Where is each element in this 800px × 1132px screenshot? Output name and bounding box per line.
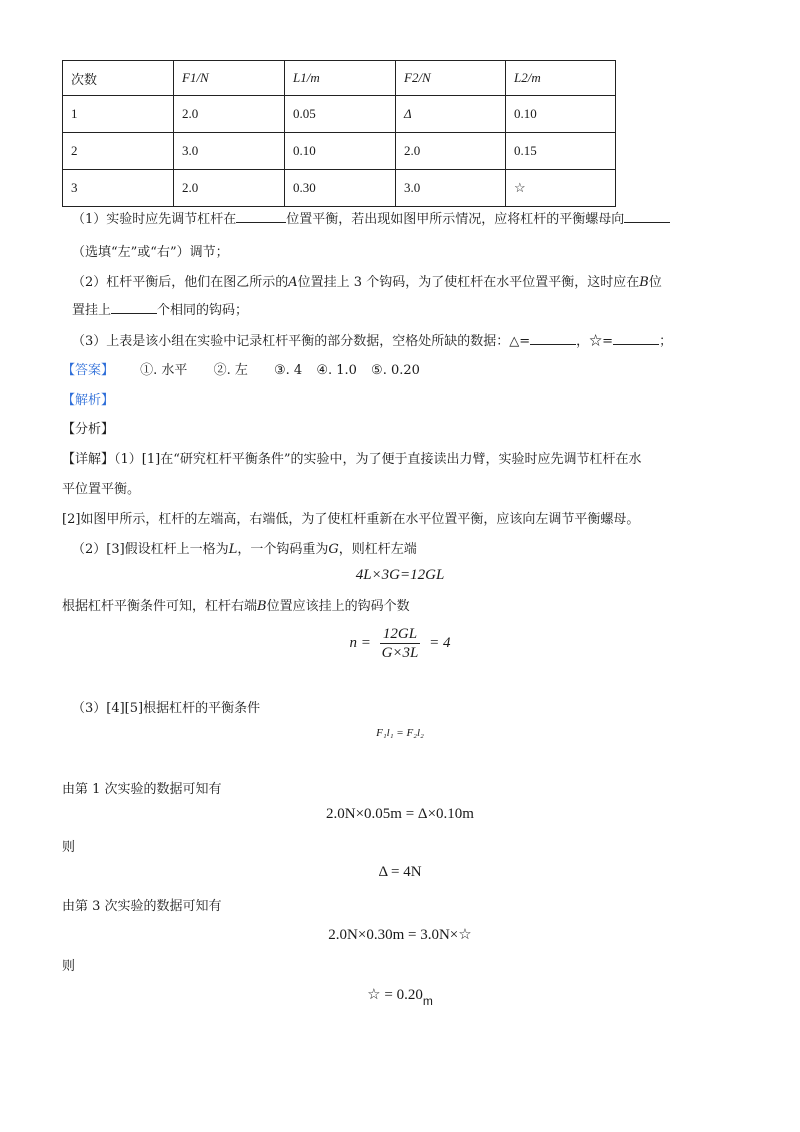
equation-7 [0, 985, 800, 1008]
q1-text-b: 位置平衡，若出现如图甲所示情况，应将杠杆的平衡螺母向 [286, 212, 625, 227]
point-b-label: B [639, 275, 649, 290]
q2-text-a: （2）杠杆平衡后，他们在图乙所示的 [72, 275, 289, 290]
table-cell: 3.0 [174, 133, 285, 170]
table-cell: Δ [396, 96, 506, 133]
table-cell: ☆ [506, 170, 616, 207]
answer-item: ④. 1.0 [316, 363, 357, 378]
table-row [63, 133, 616, 170]
table-header-row [63, 61, 616, 96]
point-a-label: A [288, 275, 298, 290]
eq7-unit: m [422, 994, 433, 1008]
table-cell: 2.0 [174, 170, 285, 207]
answer-item: ③. 4 [273, 363, 303, 378]
answer-item: ⑤. 0.20 [371, 363, 420, 378]
answer-tag: 【答案】 [62, 363, 115, 378]
question-1-line-1 [72, 211, 670, 229]
q3-text-b: ，☆= [576, 334, 614, 349]
var-g: G [328, 542, 339, 557]
table-row [63, 170, 616, 207]
detail-line-4 [72, 541, 417, 559]
jiexi-heading: 【解析】 [62, 393, 115, 408]
table-cell: 0.05 [285, 96, 396, 133]
point-b-label: B [257, 599, 267, 614]
question-1-line-2: （选填“左”或“右”）调节； [72, 245, 229, 260]
q2-text-b: 位置挂上 3 个钩码，为了使杠杆在水平位置平衡，这时应在 [297, 275, 640, 290]
detail-line-5 [62, 598, 410, 616]
detail-line-6: （3）[4][5]根据杠杆的平衡条件 [72, 701, 261, 716]
detail-line-2: 平位置平衡。 [62, 482, 141, 497]
table-cell: 0.10 [285, 133, 396, 170]
table-header-cell: 次数 [63, 61, 174, 96]
question-2-line-2 [72, 302, 248, 320]
table-cell: 0.10 [506, 96, 616, 133]
var-l: L [228, 542, 238, 557]
answer-blank [530, 344, 576, 345]
q2-text-d: 置挂上 [72, 303, 112, 318]
equation-6: 2.0N×0.30m = 3.0N×☆ [328, 927, 472, 943]
eq2-numerator: 12GL [380, 625, 420, 644]
table-cell: 1 [63, 96, 174, 133]
equation-1: 4L×3G=12GL [355, 567, 445, 583]
fenxi-heading: 【分析】 [62, 422, 115, 437]
equation-3: F₁l₁ = F₂l₂ [376, 727, 424, 739]
question-3-line [72, 333, 672, 351]
answer-item: ①. 水平 [140, 363, 188, 378]
table-header-cell: F1/N [174, 61, 285, 96]
detail-line-10: 则 [62, 959, 76, 974]
table-cell: 2 [63, 133, 174, 170]
table-header-cell: L1/m [285, 61, 396, 96]
detail-line-8: 则 [62, 840, 76, 855]
answer-blank [111, 313, 157, 314]
question-2-line-1 [72, 274, 662, 292]
answer-blank [236, 222, 286, 223]
detail-text: 根据杠杆平衡条件可知，杠杆右端 [62, 599, 258, 614]
q2-text-c: 位 [648, 275, 662, 290]
detail-text: ，一个钩码重为 [237, 542, 329, 557]
detail-text: （2）[3]假设杠杆上一格为 [72, 542, 229, 557]
table-row [63, 96, 616, 133]
detail-text: （1）[1]在“研究杠杆平衡条件”的实验中，为了便于直接读出力臂，实验时应先调节杠杆在水 [114, 452, 642, 467]
answer-item: ②. 左 [213, 363, 248, 378]
answer-line [62, 362, 420, 380]
equation-2 [0, 625, 800, 662]
eq2-denominator: G×3L [381, 645, 419, 661]
q1-text-a: （1）实验时应先调节杠杆在 [72, 212, 237, 227]
table-cell: 0.30 [285, 170, 396, 207]
detail-text: 位置应该挂上的钩码个数 [266, 599, 410, 614]
eq2-rhs: = 4 [429, 634, 451, 651]
q3-text-c: ； [659, 334, 673, 349]
table-cell: 3.0 [396, 170, 506, 207]
answer-blank [624, 222, 670, 223]
detail-line-1 [62, 451, 642, 469]
table-cell: 2.0 [396, 133, 506, 170]
detail-line-7: 由第 1 次实验的数据可知有 [62, 782, 222, 797]
table-cell: 2.0 [174, 96, 285, 133]
eq7-value: ☆ = 0.20 [367, 987, 423, 1003]
eq2-lhs: n = [349, 634, 371, 651]
answer-blank [613, 344, 659, 345]
xiangjie-tag: 【详解】 [62, 452, 115, 467]
table-header-cell: L2/m [506, 61, 616, 96]
detail-text: ，则杠杆左端 [338, 542, 417, 557]
q2-text-e: 个相同的钩码； [157, 303, 249, 318]
detail-line-9: 由第 3 次实验的数据可知有 [62, 899, 222, 914]
table-header-cell: F2/N [396, 61, 506, 96]
eq2-fraction [379, 625, 422, 662]
data-table [62, 60, 616, 207]
detail-line-3: [2]如图甲所示，杠杆的左端高，右端低，为了使杠杆重新在水平位置平衡，应该向左调节平衡螺母。 [62, 512, 640, 527]
table-cell: 0.15 [506, 133, 616, 170]
equation-4: 2.0N×0.05m = Δ×0.10m [326, 806, 474, 822]
equation-5: Δ = 4N [378, 864, 422, 880]
q3-text-a: （3）上表是该小组在实验中记录杠杆平衡的部分数据，空格处所缺的数据：△= [72, 334, 531, 349]
table-cell: 3 [63, 170, 174, 207]
